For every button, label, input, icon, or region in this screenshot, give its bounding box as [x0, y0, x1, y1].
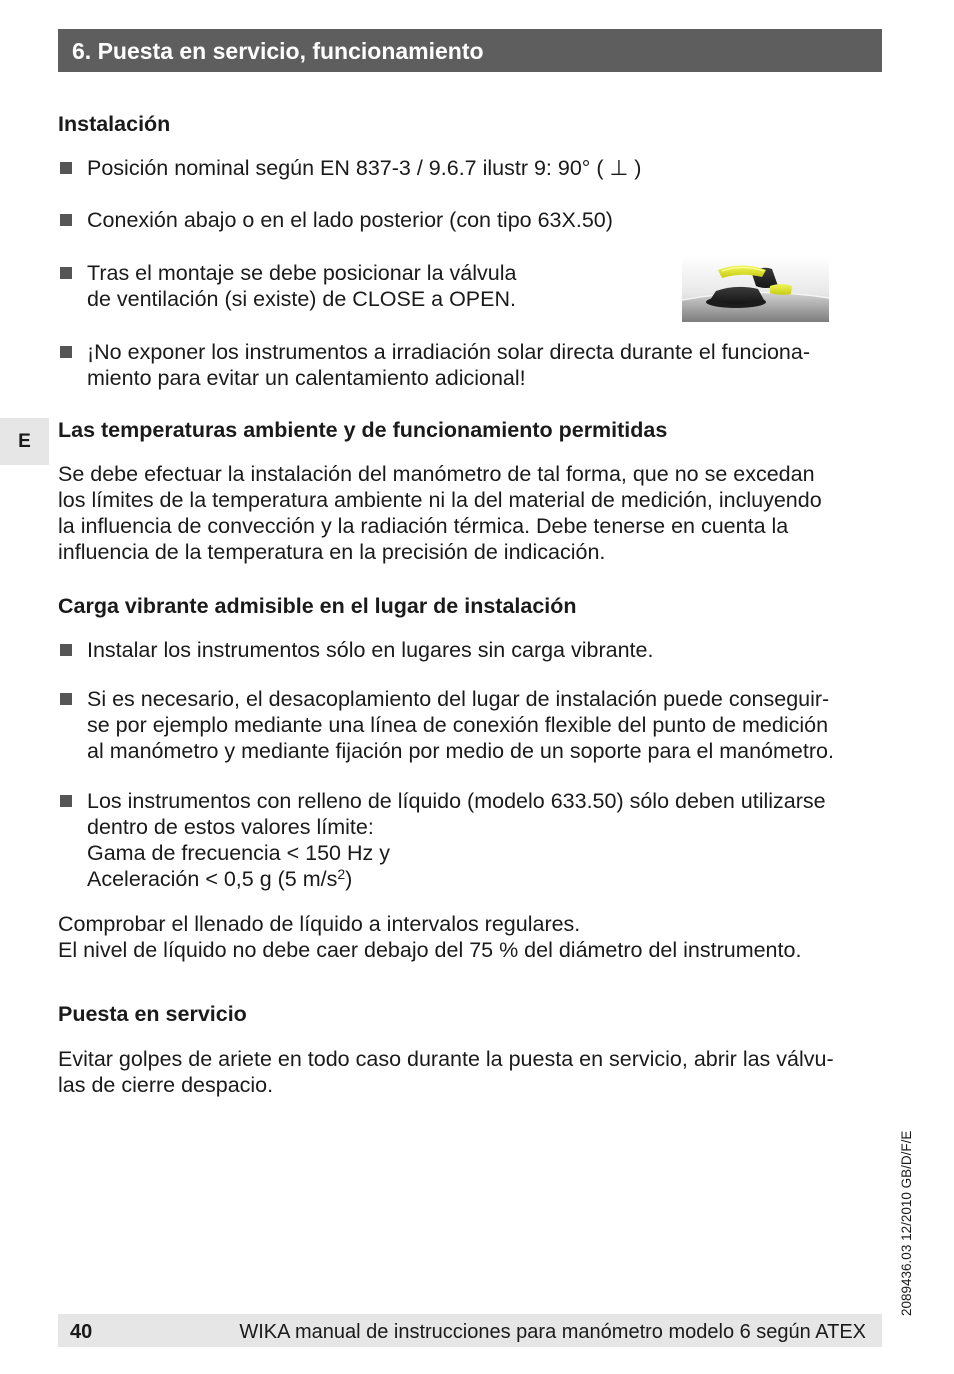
list-item-text: Aceleración < 0,5 g (5 $m/s^2$)	[87, 866, 353, 891]
paragraph-line: Se debe efectuar la instalación del manómetro de tal forma, que no se excedan	[58, 462, 815, 486]
section-title: 6. Puesta en servicio, funcionamiento	[72, 38, 484, 64]
paragraph-line: las de cierre despacio.	[58, 1073, 274, 1097]
list-item-text: Conexión abajo o en el lado posterior (con tipo 63X.50)	[87, 208, 613, 232]
language-tab	[0, 418, 49, 465]
section-header	[58, 29, 882, 72]
square-bullet-icon	[60, 214, 72, 226]
square-bullet-icon	[60, 162, 72, 174]
list-item-text: Tras el montaje se debe posicionar la válvula	[87, 261, 517, 285]
heading-carga-vibrante: Carga vibrante admisible en el lugar de instalación	[58, 594, 577, 618]
document-id: 2089436.03 12/2010 GB/D/F/E	[899, 1130, 914, 1316]
paragraph-line: la influencia de convección y la radiación térmica. Debe tenerse en cuenta la	[58, 514, 789, 538]
heading-instalacion: Instalación	[58, 112, 171, 136]
list-item-text: dentro de estos valores límite:	[87, 815, 374, 839]
paragraph-line: Comprobar el llenado de líquido a intervalos regulares.	[58, 912, 581, 936]
square-bullet-icon	[60, 693, 72, 705]
vent-valve-image	[682, 256, 829, 322]
paragraph-line: El nivel de líquido no debe caer debajo del 75 % del diámetro del instrumento.	[58, 938, 802, 962]
list-item-text: ¡No exponer los instrumentos a irradiación solar directa durante el funciona-	[87, 340, 811, 364]
square-bullet-icon	[60, 644, 72, 656]
square-bullet-icon	[60, 346, 72, 358]
footer-title: WIKA manual de instrucciones para manómetro modelo 6 según ATEX	[239, 1321, 866, 1343]
language-tab-label: E	[18, 431, 31, 452]
paragraph-line: los límites de la temperatura ambiente ni la del material de medición, incluyendo	[58, 488, 822, 512]
paragraph-line: Evitar golpes de ariete en todo caso durante la puesta en servicio, abrir las válvu-	[58, 1047, 834, 1071]
square-bullet-icon	[60, 267, 72, 279]
list-item-text: Los instrumentos con relleno de líquido (modelo 633.50) sólo deben utilizarse	[87, 789, 826, 813]
heading-puesta-en-servicio: Puesta en servicio	[58, 1002, 247, 1026]
superscript: 2	[337, 866, 346, 882]
list-item-text: de ventilación (si existe) de CLOSE a OPEN.	[87, 287, 516, 311]
square-bullet-icon	[60, 795, 72, 807]
list-item-text: al manómetro y mediante fijación por medio de un soporte para el manómetro.	[87, 739, 834, 763]
list-item-text: Instalar los instrumentos sólo en lugares sin carga vibrante.	[87, 638, 654, 662]
page-number: 40	[70, 1321, 93, 1343]
list-item-text: Si es necesario, el desacoplamiento del lugar de instalación puede conseguir-	[87, 687, 830, 711]
list-item-text: Posición nominal según EN 837-3 / 9.6.7 ilustr 9: 90° ( ⊥ )	[87, 156, 642, 180]
page-footer	[58, 1314, 882, 1347]
list-item-text: miento para evitar un calentamiento adicional!	[87, 366, 526, 390]
paragraph-line: influencia de la temperatura en la precisión de indicación.	[58, 540, 606, 564]
list-item-text: se por ejemplo mediante una línea de conexión flexible del punto de medición	[87, 713, 829, 737]
heading-temperaturas: Las temperaturas ambiente y de funcionamiento permitidas	[58, 418, 668, 442]
list-item-text: Gama de frecuencia < 150 Hz y	[87, 841, 390, 865]
